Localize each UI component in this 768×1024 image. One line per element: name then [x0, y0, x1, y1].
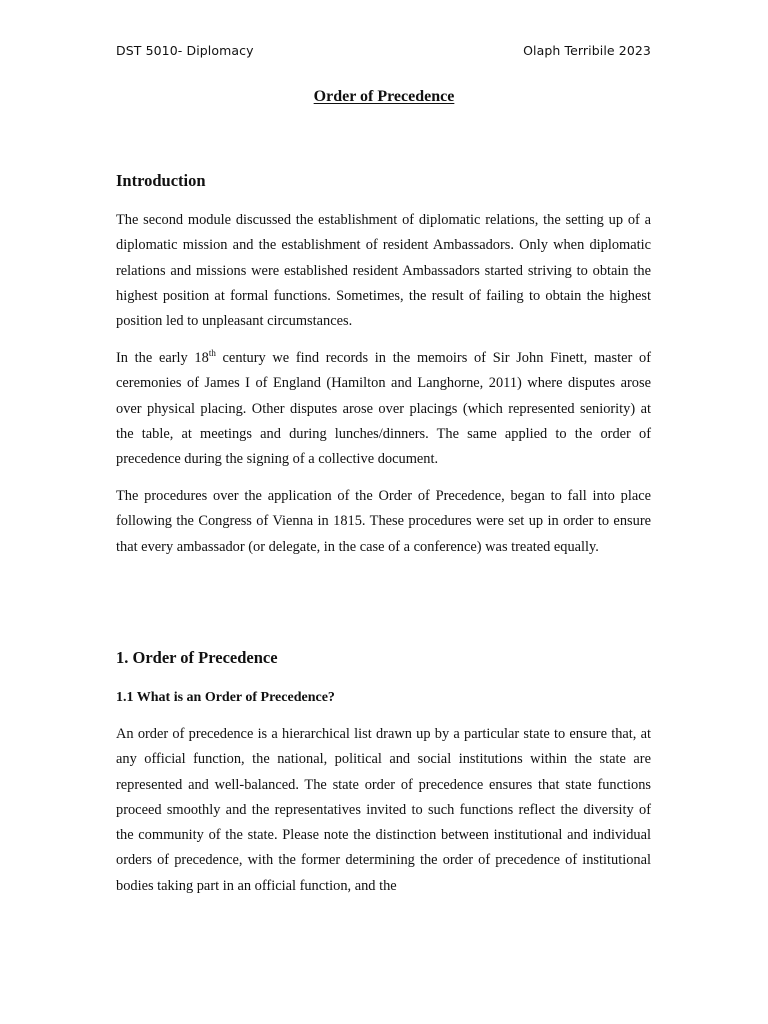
- paragraph-2-start: In the early 18: [116, 350, 209, 366]
- running-header: [116, 43, 651, 58]
- introduction-paragraph-2: [116, 346, 651, 472]
- document-title: Order of Precedence: [313, 88, 455, 105]
- header-course: DST 5010- Diplomacy: [116, 43, 254, 58]
- header-author-year: Olaph Terribile 2023: [523, 43, 651, 58]
- introduction-heading: Introduction: [116, 171, 206, 190]
- ordinal-superscript: th: [208, 348, 216, 358]
- introduction-paragraph-1: The second module discussed the establishment of diplomatic relations, the setting up of a diplomatic mission and the establishment of resident Ambassadors. Only when diplomatic relations and missions were established resident Ambassadors started striving to obtain the highest position at formal functions. Sometimes, the result of failing to obtain the highest position led to unpleasant circumstances.: [116, 212, 651, 330]
- section-1-paragraph-1: An order of precedence is a hierarchical list drawn up by a particular state to ensure that, at any official function, the national, political and social institutions within the state are represented and well-balanced. The state order of precedence ensures that state functions proceed smoothly and the representatives invited to such functions reflect the diversity of the community of the state. Please note the distinction between institutional and individual orders of precedence, with the former determining the order of precedence of institutional bodies taking part in an official function, and the: [116, 726, 651, 894]
- section-1-heading: 1. Order of Precedence: [116, 648, 278, 667]
- introduction-paragraph-3: The procedures over the application of the Order of Precedence, began to fall into place following the Congress of Vienna in 1815. These procedures were set up in order to ensure that every ambassador (or delegate, in the case of a conference) was treated equally.: [116, 488, 651, 555]
- subsection-1-1-heading: 1.1 What is an Order of Precedence?: [116, 690, 335, 705]
- paragraph-2-rest: century we find records in the memoirs of Sir John Finett, master of ceremonies of James I of England (Hamilton and Langhorne, 2011) where disputes arose over physical placing. Other disputes arose over placings (which represented seniority) at the table, at meetings and during lunches/dinners. The same applied to the order of precedence during the signing of a collective document.: [116, 350, 652, 468]
